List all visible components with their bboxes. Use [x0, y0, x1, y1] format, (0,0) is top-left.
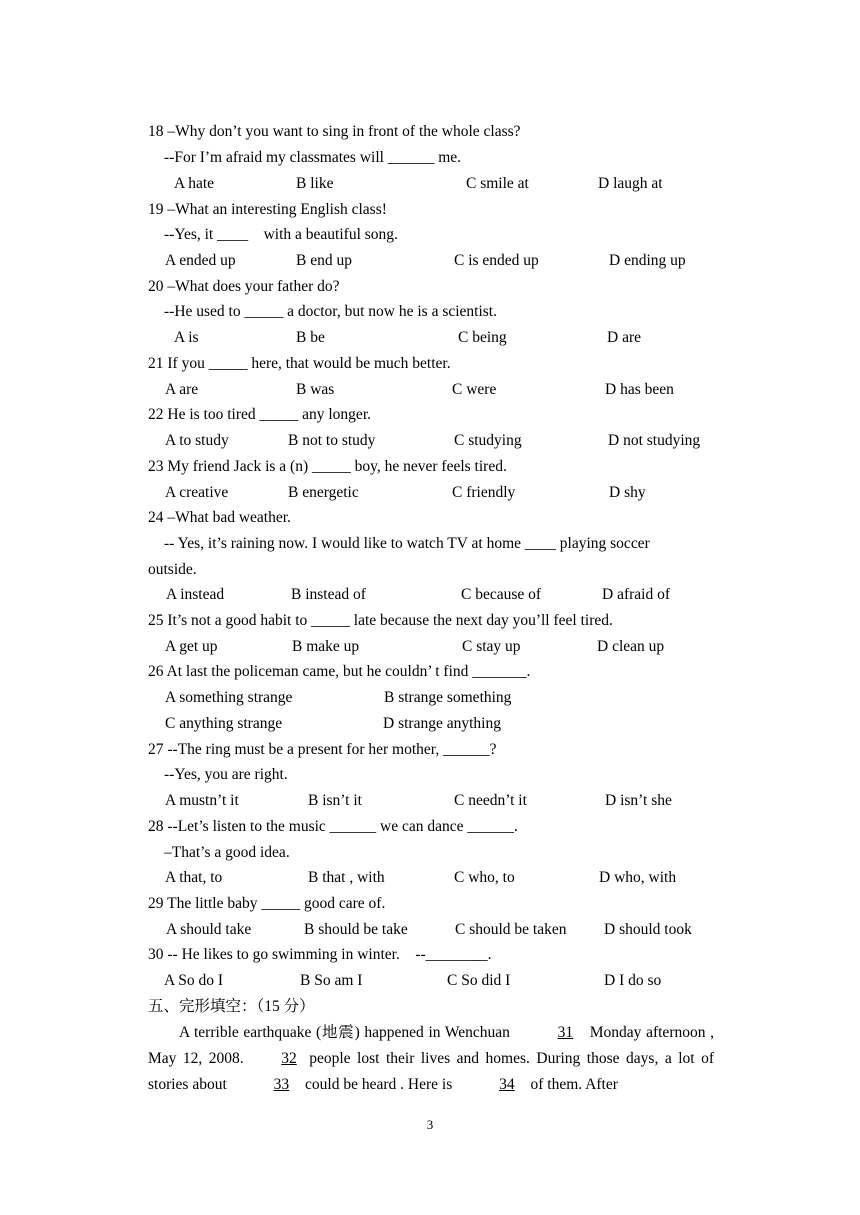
question-28-option-b: B that , with [308, 869, 385, 886]
question-24-reply: -- Yes, it’s raining now. I would like to watch TV at home ____ playing soccer [164, 535, 650, 552]
question-24-option-b: B instead of [291, 586, 366, 603]
passage-text-1: A terrible earthquake (地震) happened in Wenchuan [179, 1024, 510, 1041]
question-23-option-a: A creative [165, 484, 229, 501]
question-30-option-d: D I do so [604, 972, 662, 989]
question-24-stem: 24 –What bad weather. [148, 509, 291, 526]
question-23-option-d: D shy [609, 484, 646, 501]
question-29-stem: 29 The little baby _____ good care of. [148, 895, 386, 912]
question-19-option-a: A ended up [165, 252, 236, 269]
question-28-option-c: C who, to [454, 869, 515, 886]
question-20-stem: 20 –What does your father do? [148, 278, 340, 295]
question-28-stem: 28 --Let’s listen to the music ______ we can dance ______. [148, 818, 518, 835]
question-26-stem: 26 At last the policeman came, but he couldn’ t find _______. [148, 663, 531, 680]
question-28-option-a: A that, to [165, 869, 223, 886]
blank-32: 32 [281, 1049, 297, 1067]
question-21-option-b: B was [296, 381, 335, 398]
passage-text-5: of them. After [530, 1075, 618, 1093]
question-27-stem: 27 --The ring must be a present for her mother, ______? [148, 741, 497, 758]
question-25-option-b: B make up [292, 638, 360, 655]
question-19-stem: 19 –What an interesting English class! [148, 201, 387, 218]
blank-33: 33 [273, 1075, 290, 1093]
question-18-option-d: D laugh at [598, 175, 663, 192]
question-24-reply-cont: outside. [148, 561, 197, 578]
question-27-option-d: D isn’t she [605, 792, 672, 809]
question-26-option-b: B strange something [384, 689, 512, 706]
passage-text-2: Monday afternoon , May 12, 2008. [148, 1024, 715, 1067]
question-21-stem: 21 If you _____ here, that would be much better. [148, 355, 451, 372]
cloze-passage [148, 1020, 714, 1097]
question-22-option-d: D not studying [608, 432, 701, 449]
question-30-option-b: B So am I [300, 972, 363, 989]
question-22-option-a: A to study [165, 432, 229, 449]
question-26-option-c: C anything strange [165, 715, 283, 732]
question-20-option-c: C being [458, 329, 507, 346]
blank-31: 31 [557, 1024, 574, 1041]
question-29-option-b: B should be take [304, 921, 408, 938]
question-19-reply: --Yes, it ____ with a beautiful song. [164, 226, 398, 243]
question-21-option-a: A are [165, 381, 199, 398]
question-23-option-b: B energetic [288, 484, 359, 501]
question-23-option-c: C friendly [452, 484, 516, 501]
question-25-option-c: C stay up [462, 638, 521, 655]
question-30-option-c: C So did I [447, 972, 511, 989]
question-26-option-a: A something strange [165, 689, 293, 706]
passage-text-4: could be heard . Here is [305, 1075, 453, 1093]
question-30-option-a: A So do I [164, 972, 223, 989]
question-28-reply: –That’s a good idea. [164, 844, 290, 861]
question-19-option-d: D ending up [609, 252, 686, 269]
question-18-option-b: B like [296, 175, 334, 192]
question-27-option-c: C needn’t it [454, 792, 527, 809]
question-27-option-a: A mustn’t it [165, 792, 239, 809]
question-29-option-c: C should be taken [455, 921, 567, 938]
question-24-option-c: C because of [461, 586, 542, 603]
passage-text-3: people lost their lives and homes. During those days, a lot of stories about [148, 1049, 715, 1093]
question-20-option-a: A is [174, 329, 199, 346]
question-25-option-d: D clean up [597, 638, 665, 655]
question-22-stem: 22 He is too tired _____ any longer. [148, 406, 371, 423]
question-24-option-a: A instead [166, 586, 225, 603]
question-28-option-d: D who, with [599, 869, 677, 886]
question-25-stem: 25 It’s not a good habit to _____ late because the next day you’ll feel tired. [148, 612, 613, 629]
question-19-option-b: B end up [296, 252, 352, 269]
question-21-option-d: D has been [605, 381, 674, 398]
question-19-option-c: C is ended up [454, 252, 539, 269]
question-22-option-c: C studying [454, 432, 522, 449]
question-18-option-c: C smile at [466, 175, 529, 192]
question-20-option-d: D are [607, 329, 641, 346]
question-25-option-a: A get up [165, 638, 218, 655]
question-29-option-a: A should take [166, 921, 252, 938]
question-26-option-d: D strange anything [383, 715, 501, 732]
question-23-stem: 23 My friend Jack is a (n) _____ boy, he never feels tired. [148, 458, 507, 475]
question-24-option-d: D afraid of [602, 586, 670, 603]
question-29-option-d: D should took [604, 921, 692, 938]
blank-34: 34 [499, 1075, 515, 1093]
question-30-stem: 30 -- He likes to go swimming in winter. --________. [148, 946, 492, 963]
question-22-option-b: B not to study [288, 432, 376, 449]
question-20-option-b: B be [296, 329, 325, 346]
question-18-option-a: A hate [174, 175, 215, 192]
question-27-reply: --Yes, you are right. [164, 766, 288, 783]
question-18-stem: 18 –Why don’t you want to sing in front of the whole class? [148, 123, 521, 140]
question-27-option-b: B isn’t it [308, 792, 362, 809]
question-18-reply: --For I’m afraid my classmates will ______ me. [164, 149, 462, 166]
question-21-option-c: C were [452, 381, 497, 398]
question-20-reply: --He used to _____ a doctor, but now he is a scientist. [164, 303, 497, 320]
section-heading: 五、完形填空：（15 分） [148, 998, 315, 1015]
page-number: 3 [426, 1117, 434, 1132]
